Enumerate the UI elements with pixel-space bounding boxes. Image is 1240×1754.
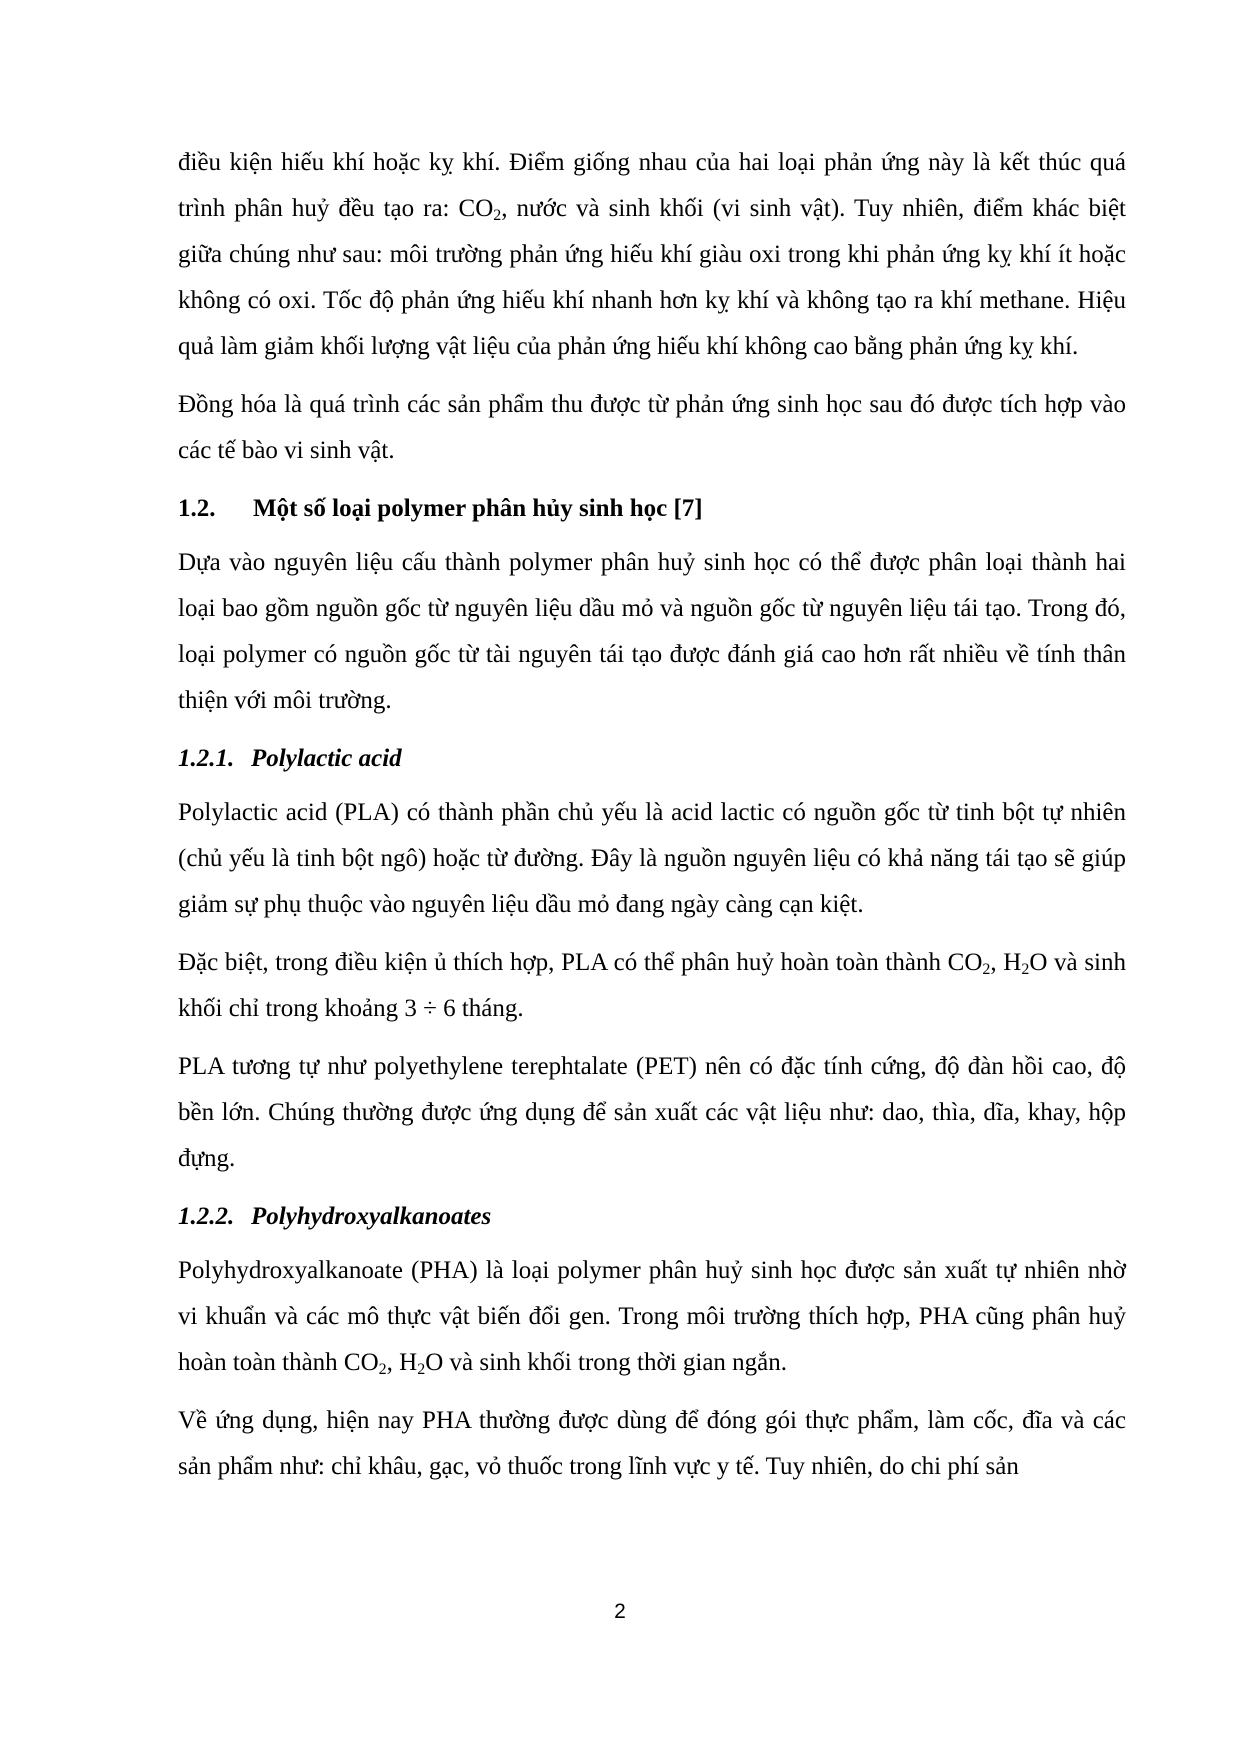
section-number: 1.2.2. (178, 1203, 235, 1230)
paragraph (178, 140, 1126, 370)
section-number: 1.2.1. (178, 745, 235, 772)
text-run: , nước và sinh khối (vi sinh vật). Tuy nhiên, điểm khác biệt giữa chúng như sau: môi trường phản ứng hiếu khí giàu oxi trong khi phản ứng kỵ khí ít hoặc không có oxi. Tốc độ phản ứng hiếu khí nhanh hơn kỵ khí và không tạo ra khí methane. Hiệu quả làm giảm khối lượng vật liệu của phản ứng hiếu khí không cao bằng phản ứng kỵ khí. (178, 195, 1126, 360)
text-run: điều kiện hiếu khí hoặc kỵ khí. Điểm giống nhau của hai loại phản ứng này là kết thúc quá trình phân huỷ đều tạo ra: CO (178, 149, 1126, 222)
paragraph (178, 1248, 1126, 1386)
paragraph: Polylactic acid (PLA) có thành phần chủ yếu là acid lactic có nguồn gốc từ tinh bột tự nhiên (chủ yếu là tinh bột ngô) hoặc từ đường. Đây là nguồn nguyên liệu có khả năng tái tạo sẽ giúp giảm sự phụ thuộc vào nguyên liệu dầu mỏ đang ngày càng cạn kiệt. (178, 799, 1126, 918)
paragraph: PLA tương tự như polyethylene terephtalate (PET) nên có đặc tính cứng, độ đàn hồi cao, độ bền lớn. Chúng thường được ứng dụng để sản xuất các vật liệu như: dao, thìa, dĩa, khay, hộp đựng. (178, 1053, 1126, 1172)
section-title: Polylactic acid (251, 745, 402, 772)
text-run: Đặc biệt, trong điều kiện ủ thích hợp, PLA có thể phân huỷ hoàn toàn thành CO (178, 949, 983, 976)
subscript: 2 (417, 1361, 426, 1378)
text-run: O và sinh khối trong thời gian ngắn. (425, 1349, 788, 1376)
body-text (178, 140, 1126, 1502)
subscript: 2 (982, 961, 991, 978)
text-run: , H (990, 949, 1022, 976)
text-run: Polyhydroxyalkanoate (PHA) là loại polymer phân huỷ sinh học được sản xuất tự nhiên nhờ vi khuẩn và các mô thực vật biến đổi gen. Trong môi trường thích hợp, PHA cũng phân huỷ hoàn toàn thành CO (178, 1257, 1126, 1376)
paragraph: Dựa vào nguyên liệu cấu thành polymer phân huỷ sinh học có thể được phân loại thành hai loại bao gồm nguồn gốc từ nguyên liệu dầu mỏ và nguồn gốc từ nguyên liệu tái tạo. Trong đó, loại polymer có nguồn gốc từ tài nguyên tái tạo được đánh giá cao hơn rất nhiều về tính thân thiện với môi trường. (178, 549, 1126, 714)
subscript: 2 (493, 207, 502, 224)
section-heading-1-2-2 (178, 1194, 1126, 1240)
page-number: 2 (614, 1600, 626, 1623)
section-number: 1.2. (178, 495, 216, 522)
text-run: , H (386, 1349, 418, 1376)
subscript: 2 (378, 1361, 387, 1378)
paragraph (178, 940, 1126, 1032)
subscript: 2 (1021, 961, 1030, 978)
section-heading-1-2-1 (178, 736, 1126, 782)
section-title: Polyhydroxyalkanoates (251, 1203, 492, 1230)
paragraph: Đồng hóa là quá trình các sản phẩm thu được từ phản ứng sinh học sau đó được tích hợp vào các tế bào vi sinh vật. (178, 391, 1126, 464)
paragraph: Về ứng dụng, hiện nay PHA thường được dùng để đóng gói thực phẩm, làm cốc, đĩa và các sản phẩm như: chỉ khâu, gạc, vỏ thuốc trong lĩnh vực y tế. Tuy nhiên, do chi phí sản (178, 1407, 1126, 1480)
section-heading-1-2 (178, 486, 1126, 532)
section-title: Một số loại polymer phân hủy sinh học [7] (253, 495, 703, 522)
text-run: O và sinh khối chỉ trong khoảng 3 ÷ 6 tháng. (178, 949, 1126, 1022)
